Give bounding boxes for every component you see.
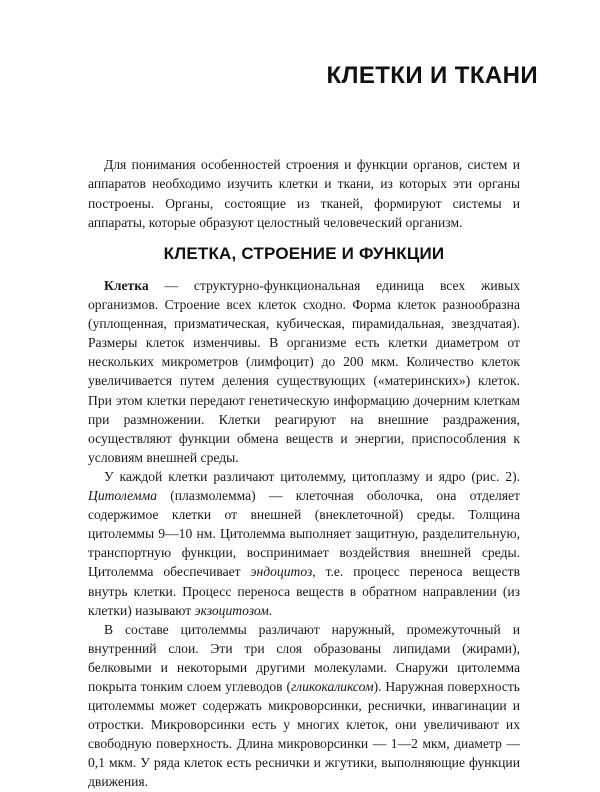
paragraph-text: (плазмолемма) — клеточная оболочка, она отделяет содержимое клетки от внешней (внеклеточной) среды. Толщина цитолеммы 9—10 нм. Цитолемма выполняет защитную, разделительную, транспортную функции, воспринимает воздействия внешней среды. Цитолемма обеспечивает — [88, 488, 520, 580]
term-glycocalyx: гликокаликсом — [291, 678, 374, 694]
paragraph-text: — структурно-функциональная единица всех живых организмов. Строение всех клеток сходно. Форма клеток разнообразна (уплощенная, призматическая, кубическая, пирамидальная, звездчатая). Размеры клеток изменчивы. В организме есть клетки диаметром от нескольких микрометров (лимфоцит) до 200 мкм. Количество клеток увеличивается путем деления существующих («материнских») клеток. При этом клетки передают генетическую информацию дочерним клеткам при размножении. Клетки реагируют на внешние раздражения, осуществляют функции обмена веществ и энергии, приспособления к условиям внешней среды. — [88, 278, 520, 465]
section-body — [88, 276, 520, 792]
intro-paragraph: Для понимания особенностей строения и функции органов, систем и аппаратов необходимо изучить клетки и ткани, из которых эти органы построены. Органы, состоящие из тканей, формируют системы и аппараты, которые образуют целостный человеческий организм. — [88, 157, 520, 230]
paragraph-text: В составе цитолеммы различают наружный, промежуточный и внутренний слои. Эти три слоя образованы липидами (жирами), белковыми и некоторыми другими молекулами. Снаружи цитолемма покрыта тонким слоем углеводов ( — [88, 621, 520, 694]
paragraph-text: ). Наружная поверхность цитолеммы может содержать микроворсинки, реснички, инвагинации и отростки. Микроворсинки есть у многих клеток, они увеличивают их свободную поверхность. Длина микроворсинки — 1—2 мкм, диаметр — 0,1 мкм. У ряда клеток есть реснички и жгутики, выполняющие функции движения. — [88, 678, 520, 790]
chapter-title: КЛЕТКИ И ТКАНИ — [326, 62, 538, 89]
term-cell: Клетка — [104, 278, 149, 293]
paragraph-text: У каждой клетки различают цитолемму, цитоплазму и ядро (рис. 2). — [104, 468, 520, 484]
paragraph-text: , т.е. процесс переноса веществ внутрь клетки. Процесс переноса веществ в обратном направлении (из клетки) называют — [88, 564, 520, 618]
term-endocytosis: эндоцитоз — [250, 564, 313, 580]
section-title: КЛЕТКА, СТРОЕНИЕ И ФУНКЦИИ — [163, 244, 445, 263]
term-exocytosis: экзоцитозом — [194, 602, 269, 618]
paragraph-cell-definition — [88, 276, 520, 467]
paragraph-cytolemma — [88, 467, 520, 620]
paragraph-text: . — [268, 602, 273, 618]
term-cytolemma: Цитолемма — [88, 488, 157, 504]
paragraph-cytolemma-layers — [88, 620, 520, 792]
